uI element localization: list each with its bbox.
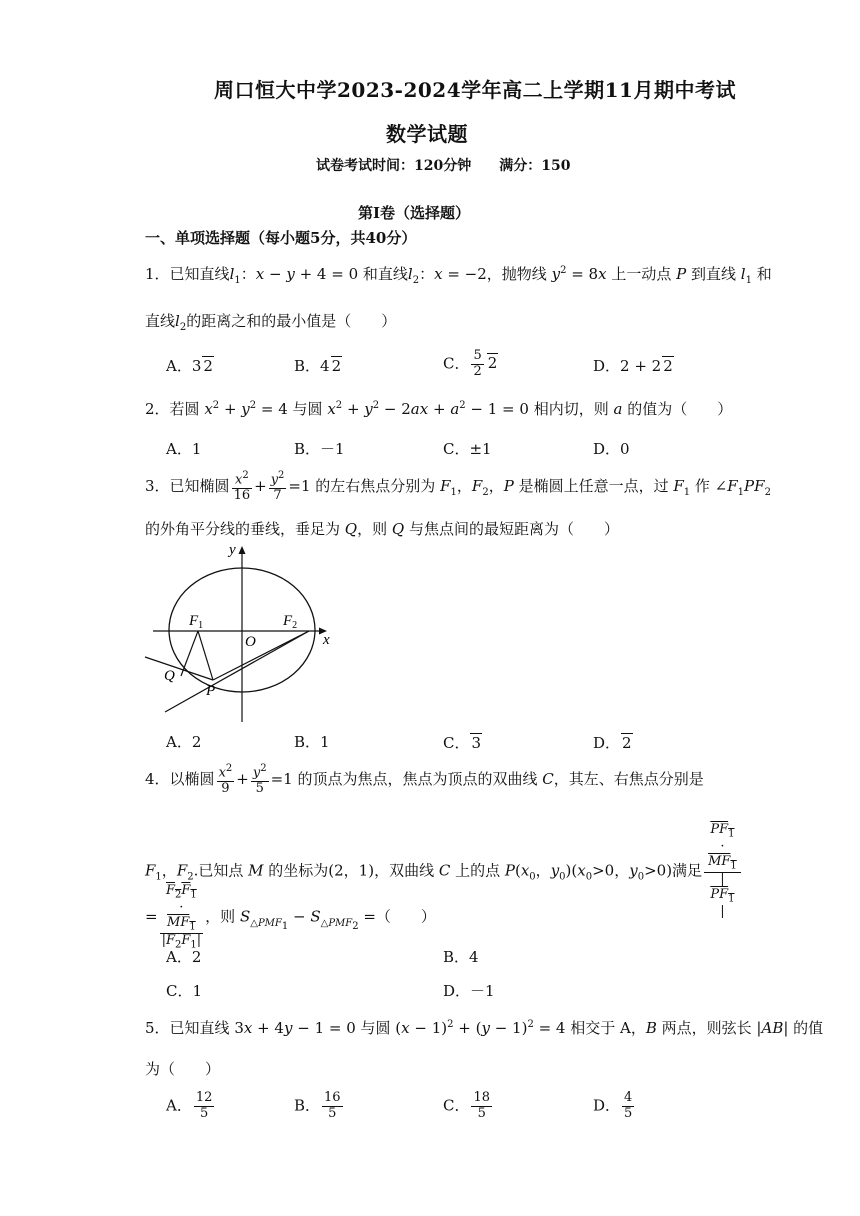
label-o: O bbox=[245, 634, 256, 650]
question-2-number: 2． bbox=[145, 400, 170, 418]
segment-f1-p bbox=[198, 631, 213, 680]
question-2-choice-c: C．±1 bbox=[443, 440, 492, 458]
question-2-stem: 2．若圆 $x^2 + y^2 = 4$ 与圆 $x^2 + y^2 - 2ax + a^2 - 1 = 0$ 相内切，则 a 的值为（ ） bbox=[145, 400, 733, 418]
question-4-choice-b: B．4 bbox=[443, 948, 479, 966]
external-bisector bbox=[145, 657, 213, 680]
question-3-choice-d: D． 2 bbox=[593, 734, 632, 752]
question-5-number: 5． bbox=[145, 1019, 170, 1037]
label-f1: $F_1$ bbox=[189, 613, 204, 631]
question-4-line-2: $F_1$，$F_2$.已知点 M 的坐标为(2，1)，双曲线 C 上的点 $P(x_0$，$y_0)(x_0>0$，$y_0>0$)满足 $PF_1$ · $MF_1$ | $PF_1$ | bbox=[145, 823, 743, 920]
question-1-line-1: 1．已知直线$l_1$：x − y + 4 = 0 和直线$l_2$：x = −2，抛物线 $y^2 = 8x$ 上一动点 P 到直线 $l_1$ 和 bbox=[145, 265, 772, 286]
question-4-choice-d: D．－1 bbox=[443, 982, 495, 1000]
question-4-choice-a: A．2 bbox=[166, 948, 202, 966]
exam-info: 试卷考试时间：120分钟 满分：150 bbox=[316, 158, 571, 174]
question-2-choice-a: A．1 bbox=[166, 440, 202, 458]
label-p: P bbox=[206, 683, 216, 699]
question-1-line-2: 直线$l_2$的距离之和的最小值是（ ） bbox=[145, 312, 397, 333]
ellipse-figure bbox=[143, 540, 343, 725]
question-2-choice-d: D．0 bbox=[593, 440, 630, 458]
question-5-choice-b: B． $\frac{16}{5}$ bbox=[294, 1090, 341, 1121]
question-5-choice-c: C． $\frac{18}{5}$ bbox=[443, 1090, 491, 1121]
question-5-line-2: 为（ ） bbox=[145, 1060, 221, 1078]
part-heading: 第Ⅰ卷（选择题） bbox=[358, 204, 471, 222]
question-4-line-3: = $F_2F_1$ · $MF_1$ $|F_2F_1|$ ，则 $S_{\triangle PMF_1} - S_{\triangle PMF_2}$ =（ ） bbox=[145, 883, 436, 951]
question-5-choice-a: A． $\frac{12}{5}$ bbox=[166, 1090, 213, 1121]
question-4-choice-c: C．1 bbox=[166, 982, 203, 1000]
question-3-choice-a: A．2 bbox=[166, 733, 202, 751]
subject-title: 数学试题 bbox=[386, 122, 468, 146]
question-1-choice-d: D．2 + 2 2 bbox=[593, 357, 673, 375]
question-1-choice-a: A．3 2 bbox=[166, 357, 213, 375]
label-f2: $F_2$ bbox=[283, 613, 298, 631]
label-q: Q bbox=[164, 668, 175, 684]
question-5-choice-d: D． $\frac{4}{5}$ bbox=[593, 1090, 633, 1121]
page-title: 周口恒大中学2023-2024学年高二上学期11月期中考试 bbox=[214, 78, 736, 102]
question-1-number: 1． bbox=[145, 265, 170, 283]
question-1-choice-c: C． $\frac{5}{2}$ 2 bbox=[443, 348, 498, 379]
question-5-line-1: 5．已知直线 3x + 4y − 1 = 0 与圆 $(x - 1)^2 + (y - 1)^2 = 4$ 相交于 A，B 两点，则弦长 |AB| 的值 bbox=[145, 1019, 824, 1037]
y-axis-arrow-icon bbox=[239, 546, 246, 554]
section-heading: 一、单项选择题（每小题5分，共40分） bbox=[145, 229, 417, 247]
question-3-line-2: 的外角平分线的垂线，垂足为 Q，则 Q 与焦点间的最短距离为（ ） bbox=[145, 520, 619, 538]
segment-f1-q bbox=[181, 631, 198, 676]
question-2-choice-b: B．－1 bbox=[294, 440, 345, 458]
question-3-line-1: 3．已知椭圆 $\frac{x^2}{16}$ + $\frac{y^2}{7}$ =1 的左右焦点分别为 $F_1$，$F_2$，P 是椭圆上任意一点，过 $F_1$ 作 $\angle F_1PF_2$ bbox=[145, 470, 771, 504]
question-4-number: 4． bbox=[145, 770, 170, 789]
label-y: y bbox=[229, 542, 236, 558]
question-1-choice-b: B．4 2 bbox=[294, 357, 342, 375]
question-3-number: 3． bbox=[145, 477, 170, 496]
question-4-line-1: 4．以椭圆 $\frac{x^2}{9}$ + $\frac{y^2}{5}$ =1 的顶点为焦点，焦点为顶点的双曲线 C，其左、右焦点分别是 bbox=[145, 763, 704, 797]
question-3-choice-c: C． 3 bbox=[443, 734, 482, 752]
question-3-choice-b: B．1 bbox=[294, 733, 330, 751]
label-x: x bbox=[323, 632, 330, 648]
